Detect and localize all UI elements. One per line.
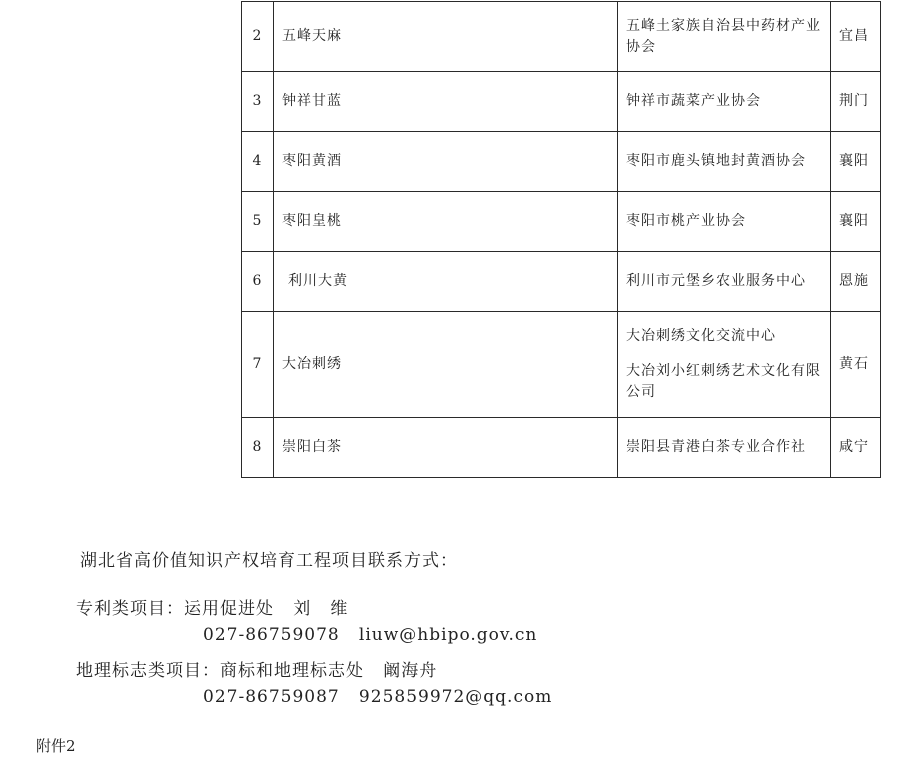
- geo-contact-details: 027-86759087 925859972@qq.com: [203, 687, 553, 707]
- annex-label: 附件2: [36, 737, 76, 755]
- org-name: 利川市元堡乡农业服务中心: [626, 273, 806, 289]
- applicant-org: [618, 2, 831, 72]
- region: 恩施: [831, 252, 881, 312]
- row-number: 5: [242, 192, 274, 252]
- table-row: [242, 2, 881, 72]
- product-name: 枣阳皇桃: [274, 192, 618, 252]
- region: 襄阳: [831, 192, 881, 252]
- row-number: 7: [242, 312, 274, 418]
- region: 荆门: [831, 72, 881, 132]
- product-name: 崇阳白茶: [274, 418, 618, 478]
- contact-heading: 湖北省高价值知识产权培育工程项目联系方式：: [80, 551, 458, 571]
- geo-contact-label: 地理标志类项目：商标和地理标志处 阚海舟: [76, 661, 438, 681]
- project-table: [241, 1, 881, 478]
- row-number: 4: [242, 132, 274, 192]
- region: 宜昌: [831, 2, 881, 72]
- applicant-org: [618, 252, 831, 312]
- org-name: 大冶刘小红刺绣艺术文化有限公司: [626, 363, 821, 400]
- org-name: 钟祥市蔬菜产业协会: [626, 93, 761, 109]
- region: 咸宁: [831, 418, 881, 478]
- applicant-org: [618, 72, 831, 132]
- applicant-org: [618, 418, 831, 478]
- patent-contact-label: 专利类项目：运用促进处 刘 维: [76, 599, 349, 619]
- org-name: 枣阳市桃产业协会: [626, 213, 746, 229]
- table-row: [242, 312, 881, 418]
- row-number: 3: [242, 72, 274, 132]
- product-name: 五峰天麻: [274, 2, 618, 72]
- project-table-body: [242, 2, 881, 478]
- table-row: [242, 418, 881, 478]
- patent-contact-details: 027-86759078 liuw@hbipo.gov.cn: [203, 625, 538, 645]
- table-row: [242, 192, 881, 252]
- table-row: [242, 72, 881, 132]
- org-name: 五峰土家族自治县中药材产业协会: [626, 17, 821, 55]
- region: 襄阳: [831, 132, 881, 192]
- applicant-org: [618, 312, 831, 418]
- applicant-org: [618, 132, 831, 192]
- org-name: 大冶刺绣文化交流中心: [626, 328, 776, 344]
- org-name: 枣阳市鹿头镇地封黄酒协会: [626, 153, 806, 169]
- product-name: 利川大黄: [274, 252, 618, 312]
- region: 黄石: [831, 312, 881, 418]
- table-row: [242, 132, 881, 192]
- row-number: 6: [242, 252, 274, 312]
- product-name: 钟祥甘蓝: [274, 72, 618, 132]
- product-name: 枣阳黄酒: [274, 132, 618, 192]
- applicant-org: [618, 192, 831, 252]
- row-number: 2: [242, 2, 274, 72]
- product-name: 大冶刺绣: [274, 312, 618, 418]
- org-name: 崇阳县青港白茶专业合作社: [626, 439, 806, 455]
- row-number: 8: [242, 418, 274, 478]
- table-row: [242, 252, 881, 312]
